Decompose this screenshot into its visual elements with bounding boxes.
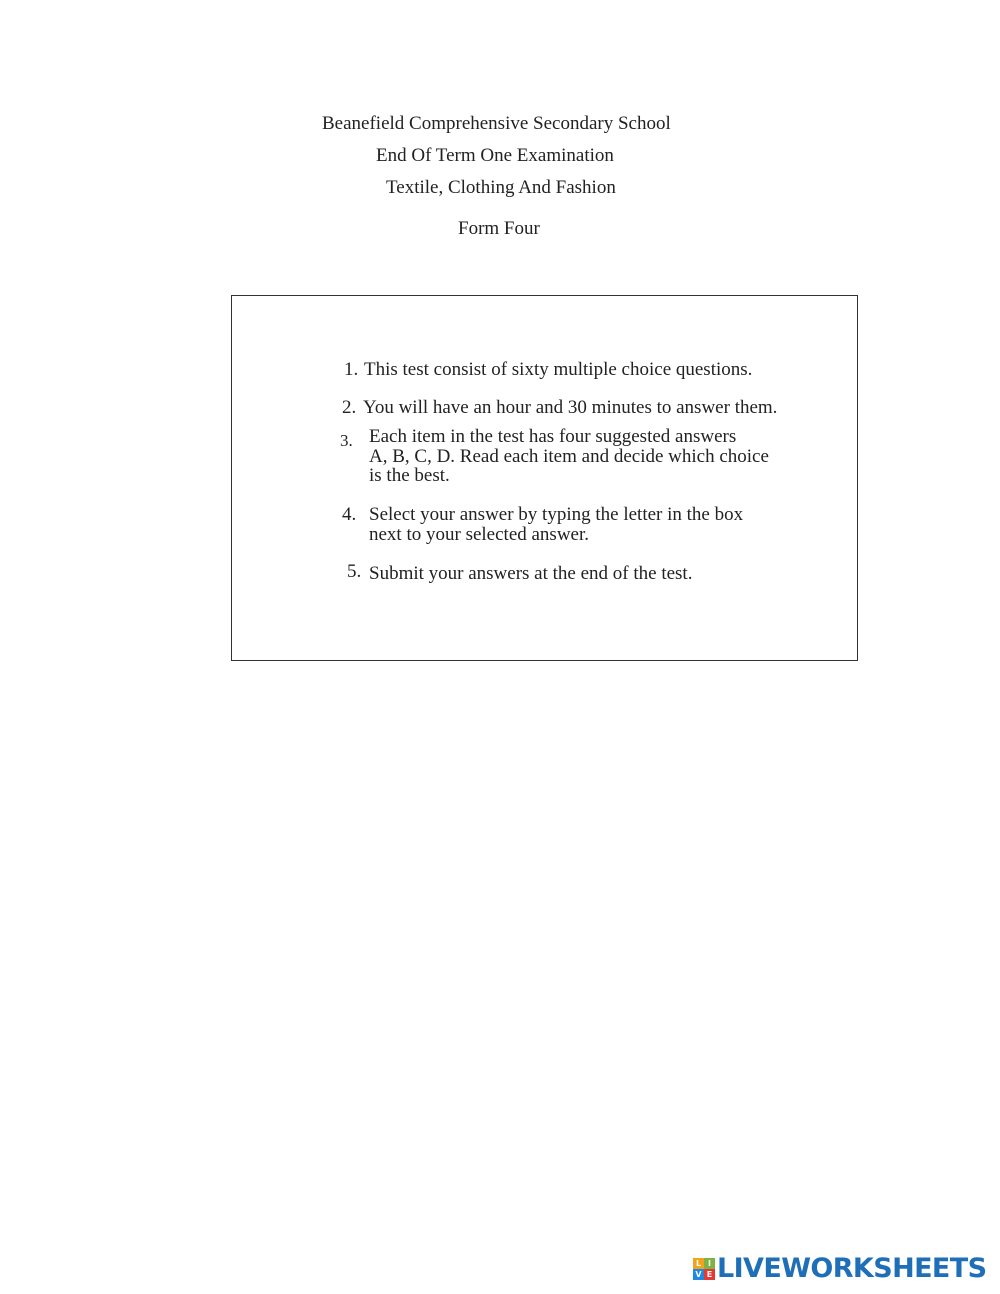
logo-mark-letter: L xyxy=(693,1258,704,1269)
instruction-line: next to your selected answer. xyxy=(369,523,590,545)
logo-mark-letter: E xyxy=(704,1269,715,1280)
instruction-line: is the best. xyxy=(369,465,450,486)
instruction-text: This test consist of sixty multiple choice questions. xyxy=(364,359,753,380)
liveworksheets-logo-icon xyxy=(693,1258,715,1280)
instruction-number: 4. xyxy=(342,504,357,525)
instruction-number: 5. xyxy=(347,561,362,582)
instruction-text xyxy=(369,427,769,486)
liveworksheets-logo[interactable] xyxy=(693,1253,986,1285)
instruction-line: Select your answer by typing the letter in the box xyxy=(369,504,744,525)
instruction-text: You will have an hour and 30 minutes to answer them. xyxy=(363,397,778,418)
form-level: Form Four xyxy=(458,218,540,239)
instruction-text: Submit your answers at the end of the test. xyxy=(369,563,693,584)
instruction-line: Each item in the test has four suggested answers xyxy=(369,426,737,447)
instruction-number: 2. xyxy=(342,397,357,418)
school-name: Beanefield Comprehensive Secondary School xyxy=(322,113,671,134)
subject-title: Textile, Clothing And Fashion xyxy=(386,177,616,198)
logo-mark-letter: I xyxy=(704,1258,715,1269)
logo-wordmark: LIVEWORKSHEETS xyxy=(717,1253,987,1284)
exam-title: End Of Term One Examination xyxy=(376,145,614,166)
instruction-number: 3. xyxy=(340,431,353,450)
instruction-text xyxy=(369,505,743,544)
instruction-number: 1. xyxy=(344,359,359,380)
logo-mark-letter: V xyxy=(693,1269,704,1280)
instruction-line: A, B, C, D. Read each item and decide which choice xyxy=(369,445,769,467)
